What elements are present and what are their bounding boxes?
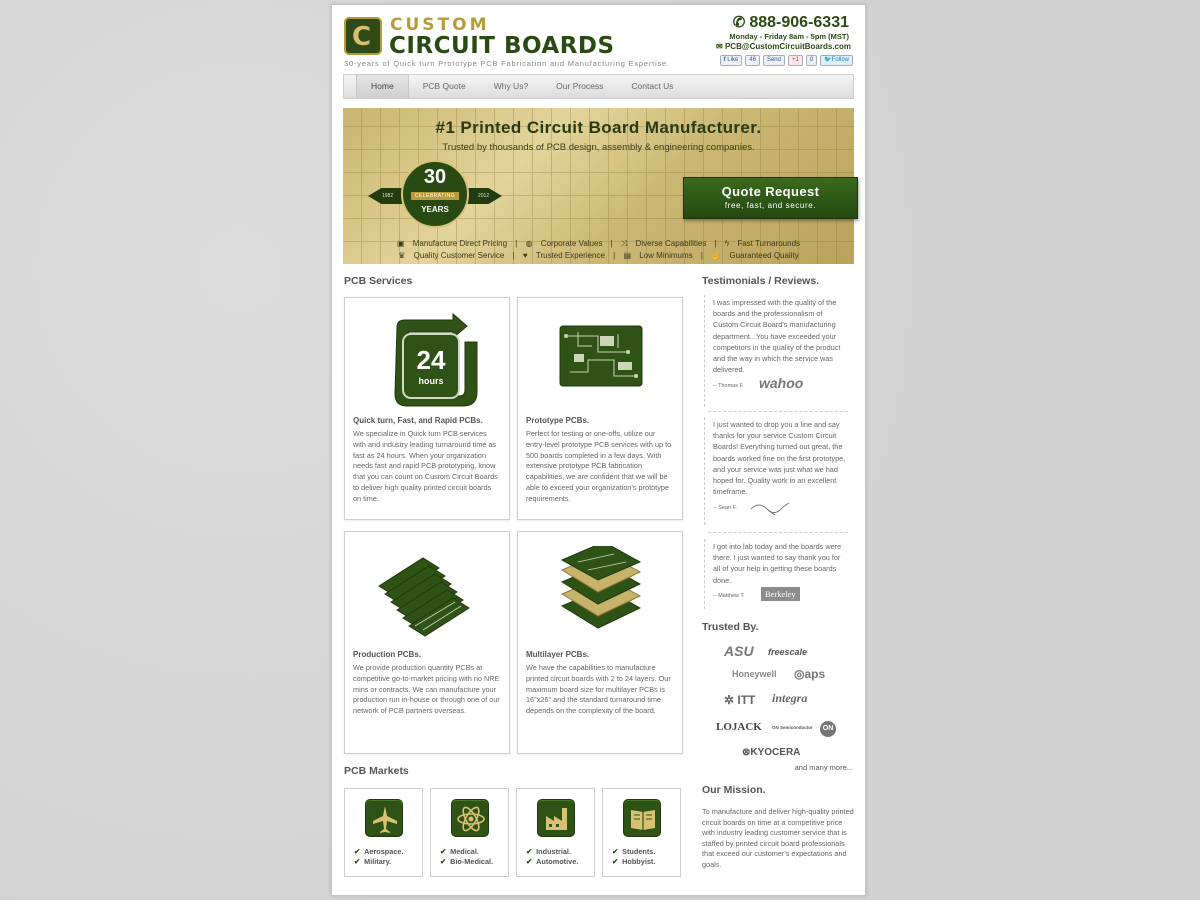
phone-icon: ✆ [732, 14, 746, 31]
market-label [526, 847, 571, 856]
badge-year-from: 1982 [382, 193, 394, 199]
social-buttons [720, 55, 853, 66]
market-label [440, 857, 493, 866]
badge-number: 30 [423, 166, 447, 188]
signature-logo [749, 499, 791, 515]
service-description: We have the capabilities to manufacture printed circuit boards with 2 to 24 layers. Our maximum board size for multilayer PCBs is 16"x26" and the standard turnaround time depends on the complexity of the board. [526, 663, 671, 716]
gplus-count: 0 [806, 55, 817, 66]
divider [708, 532, 848, 533]
envelope-icon: ✉ [716, 42, 723, 51]
trusted-heading: Trusted By. [702, 621, 759, 633]
page-container [331, 4, 866, 896]
logo-icon[interactable]: C [344, 17, 382, 55]
feature-label: Corporate Values [540, 239, 603, 248]
services-heading: PCB Services [344, 275, 413, 287]
markets-heading: PCB Markets [344, 765, 409, 777]
service-card-prototype[interactable] [517, 297, 683, 520]
market-aerospace[interactable] [344, 788, 423, 877]
nav-pcb-quote[interactable]: PCB Quote [422, 81, 466, 91]
service-title: Quick turn, Fast, and Rapid PCBs. [353, 416, 483, 425]
feature-label: Fast Turnarounds [737, 239, 801, 248]
itt-logo: ✲ ITT [724, 693, 756, 707]
heart-icon: ♥ [522, 251, 528, 260]
testimonial-author: -- Matthew T. [713, 593, 745, 599]
hero-subtitle: Trusted by thousands of PCB design, assembly & engineering companies. [442, 142, 755, 153]
service-description: We specialize in Quick turn PCB services with and industry leading turnaround time as fast as 24 hours. When your organization needs fast and rapid PCB prototyping, know that you can count on Custom Circuit Boards to deliver high quality printed circuit boards on time. [353, 429, 498, 503]
honeywell-logo: Honeywell [732, 669, 777, 679]
feature-item [394, 239, 510, 248]
service-title: Prototype PCBs. [526, 416, 590, 425]
24-icon-number: 24 [416, 345, 446, 375]
nav-our-process[interactable]: Our Process [556, 81, 604, 91]
wahoo-logo: wahoo [759, 375, 804, 391]
email-text: PCB@CustomCircuitBoards.com [724, 42, 851, 51]
like-count: 46 [745, 55, 760, 66]
phone-text: 888-906-6331 [749, 14, 849, 31]
quote-request-title: Quote Request [721, 184, 820, 199]
feature-item [395, 251, 507, 260]
service-description: Perfect for testing or one-offs, utilize our entry-level prototype PCB services with up to 500 boards completed in a few days. With extensive prototype PCB fabrication capabilities, we are confident that we will be able to exceed your organization's prototype requirements. [526, 429, 672, 503]
price-tag-icon: ▣ [396, 239, 405, 248]
service-title: Production PCBs. [353, 650, 422, 659]
atom-icon [451, 799, 489, 837]
feature-item [708, 251, 802, 260]
thumbs-up-icon: ☝ [711, 251, 722, 260]
market-industrial[interactable] [516, 788, 595, 877]
check-icon: ✔ [354, 847, 361, 856]
mission-text: To manufacture and deliver high-quality printed circuit boards on time at a competitive price with industry leading customer service that is staffed by printed circuit board professionals that exceed our customer's expectations and goals. [702, 807, 854, 869]
service-card-production[interactable] [344, 531, 510, 754]
kyocera-text: KYOCERA [750, 747, 801, 758]
on-semi-logo: ON Semiconductor [772, 725, 813, 730]
logo-main-text[interactable]: CIRCUIT BOARDS [389, 33, 615, 59]
google-plus-button[interactable]: +1 [788, 55, 803, 66]
market-label-text: Automotive. [536, 857, 579, 866]
nav-contact-us[interactable]: Contact Us [631, 81, 674, 91]
badge-years: YEARS [421, 205, 449, 214]
testimonial-1 [704, 295, 852, 407]
facebook-like-button[interactable]: f Like [720, 55, 743, 66]
circuit-board-icon [518, 312, 682, 407]
trusted-more-link[interactable]: and many more... [794, 763, 853, 772]
market-label [354, 857, 391, 866]
main-nav [343, 74, 854, 99]
berkeley-logo: Berkeley [761, 587, 800, 601]
badge-celebrating: CELEBRATING [411, 192, 459, 200]
check-icon: ✔ [612, 847, 619, 856]
follow-label: Follow [831, 57, 849, 63]
email-link[interactable] [716, 42, 851, 51]
twitter-follow-button[interactable] [820, 55, 853, 66]
anniversary-badge [368, 160, 508, 230]
trusted-logos [702, 641, 854, 761]
feature-list: ▣ Manufacture Direct Pricing | ◍ Corporate Values | ⤨ Diverse Capabilities | ϟ Fast Turnarounds ♛ Quality Customer Service | ♥ Trusted Experience | ▤ Low Minimums | ☝ Guaranteed Quality [343, 238, 854, 262]
lojack-logo: LOJACK [716, 721, 762, 733]
check-icon: ✔ [526, 857, 533, 866]
market-medical[interactable] [430, 788, 509, 877]
feature-item [523, 239, 606, 248]
feature-item [620, 251, 695, 260]
market-label [612, 857, 655, 866]
feature-label: Quality Customer Service [413, 251, 505, 260]
check-icon: ✔ [526, 847, 533, 856]
phone-number[interactable] [733, 13, 849, 32]
24-icon-label: hours [418, 376, 444, 386]
market-label-text: Students. [622, 847, 656, 856]
testimonials-heading: Testimonials / Reviews. [702, 275, 820, 287]
lightning-icon: ϟ [724, 239, 730, 248]
quote-request-subtitle: free, fast, and secure. [724, 201, 817, 210]
feature-item [520, 251, 608, 260]
aps-text: aps [804, 667, 826, 681]
nav-why-us[interactable]: Why Us? [493, 81, 529, 91]
market-label-text: Military. [364, 857, 392, 866]
kyocera-logo: ⊗KYOCERA [742, 747, 801, 758]
tagline: 30-years of Quick turn Prototype PCB Fabrication and Manufacturing Expertise. [344, 59, 670, 68]
market-label-text: Hobbyist. [622, 857, 656, 866]
market-label-text: Aerospace. [364, 847, 404, 856]
market-label-text: Medical. [450, 847, 479, 856]
quote-request-button[interactable] [683, 177, 858, 219]
testimonial-author: -- Thomas F. [713, 383, 744, 389]
check-icon: ✔ [440, 847, 447, 856]
feature-item [618, 239, 709, 248]
send-label: Send [766, 57, 781, 63]
feature-item [722, 239, 803, 248]
testimonial-author: -- Sean F. [713, 505, 737, 511]
twitter-icon: 🐦 [824, 57, 832, 63]
market-students[interactable] [602, 788, 681, 877]
check-icon: ✔ [612, 857, 619, 866]
testimonial-text: I got into lab today and the boards were there. I just wanted to say thank you for all of your help in getting these boards done. [713, 542, 842, 585]
integra-logo: integra [772, 691, 808, 705]
chart-icon: ▤ [623, 251, 632, 260]
testimonial-text: I was impressed with the quality of the boards and the professionalism of Custom Circuit Board's manufacturing department...You have exceeded your competitors in the quality of the product and the way in which the service was delivered. [713, 298, 841, 375]
shuffle-icon: ⤨ [620, 239, 628, 248]
market-label-text: Industrial. [536, 847, 571, 856]
feature-label: Manufacture Direct Pricing [412, 239, 508, 248]
like-label: Like [727, 57, 739, 63]
feature-label: Low Minimums [639, 251, 693, 260]
testimonial-text: I just wanted to drop you a line and say thanks for your service Custom Circuit Boards! Everything turned out great, the boards worked fine on the first prototype, and your service was just what we had hoped for. Quality work in an excellent timeframe. [713, 420, 846, 497]
market-label-text: Bio-Medical. [450, 857, 494, 866]
feature-label: Trusted Experience [535, 251, 605, 260]
multilayer-board-icon [518, 546, 682, 641]
nav-home[interactable]: Home [356, 75, 409, 98]
service-card-multilayer[interactable] [517, 531, 683, 754]
market-label [440, 847, 479, 856]
itt-text: ITT [737, 693, 756, 707]
market-label [612, 847, 655, 856]
badge-year-to: 2012 [478, 193, 490, 199]
market-label [526, 857, 578, 866]
service-card-quick-turn[interactable] [344, 297, 510, 520]
hero-title: #1 Printed Circuit Board Manufacturer. [435, 118, 762, 137]
asu-logo: ASU [724, 643, 754, 659]
freescale-logo: freescale [768, 647, 808, 657]
feature-label: Diverse Capabilities [635, 239, 707, 248]
check-icon: ✔ [440, 857, 447, 866]
service-title: Multilayer PCBs. [526, 650, 590, 659]
market-label [354, 847, 403, 856]
trophy-icon: ♛ [398, 251, 406, 260]
24-hours-icon [345, 312, 509, 407]
aps-logo: ◎aps [794, 667, 826, 681]
mission-heading: Our Mission. [702, 784, 766, 796]
check-icon: ✔ [354, 857, 361, 866]
factory-icon [537, 799, 575, 837]
divider [708, 411, 848, 412]
send-button[interactable] [763, 55, 785, 66]
feature-label: Guaranteed Quality [729, 251, 799, 260]
stacked-boards-icon [345, 546, 509, 641]
business-hours: Monday - Friday 8am - 5pm (MST) [729, 32, 849, 41]
logo-top-text[interactable]: CUSTOM [390, 15, 490, 35]
service-description: We provide production quantity PCBs at competitive go-to-market pricing with no NRE mins or contracts. We can manufacture your production run in-house or through one of our network of PCB partners overseas. [353, 663, 500, 716]
testimonial-3 [704, 539, 852, 609]
globe-icon: ◍ [525, 239, 533, 248]
hero-banner [343, 108, 854, 264]
on-logo: ON [820, 721, 836, 737]
book-icon [623, 799, 661, 837]
airplane-icon [365, 799, 403, 837]
testimonial-2 [704, 417, 852, 525]
